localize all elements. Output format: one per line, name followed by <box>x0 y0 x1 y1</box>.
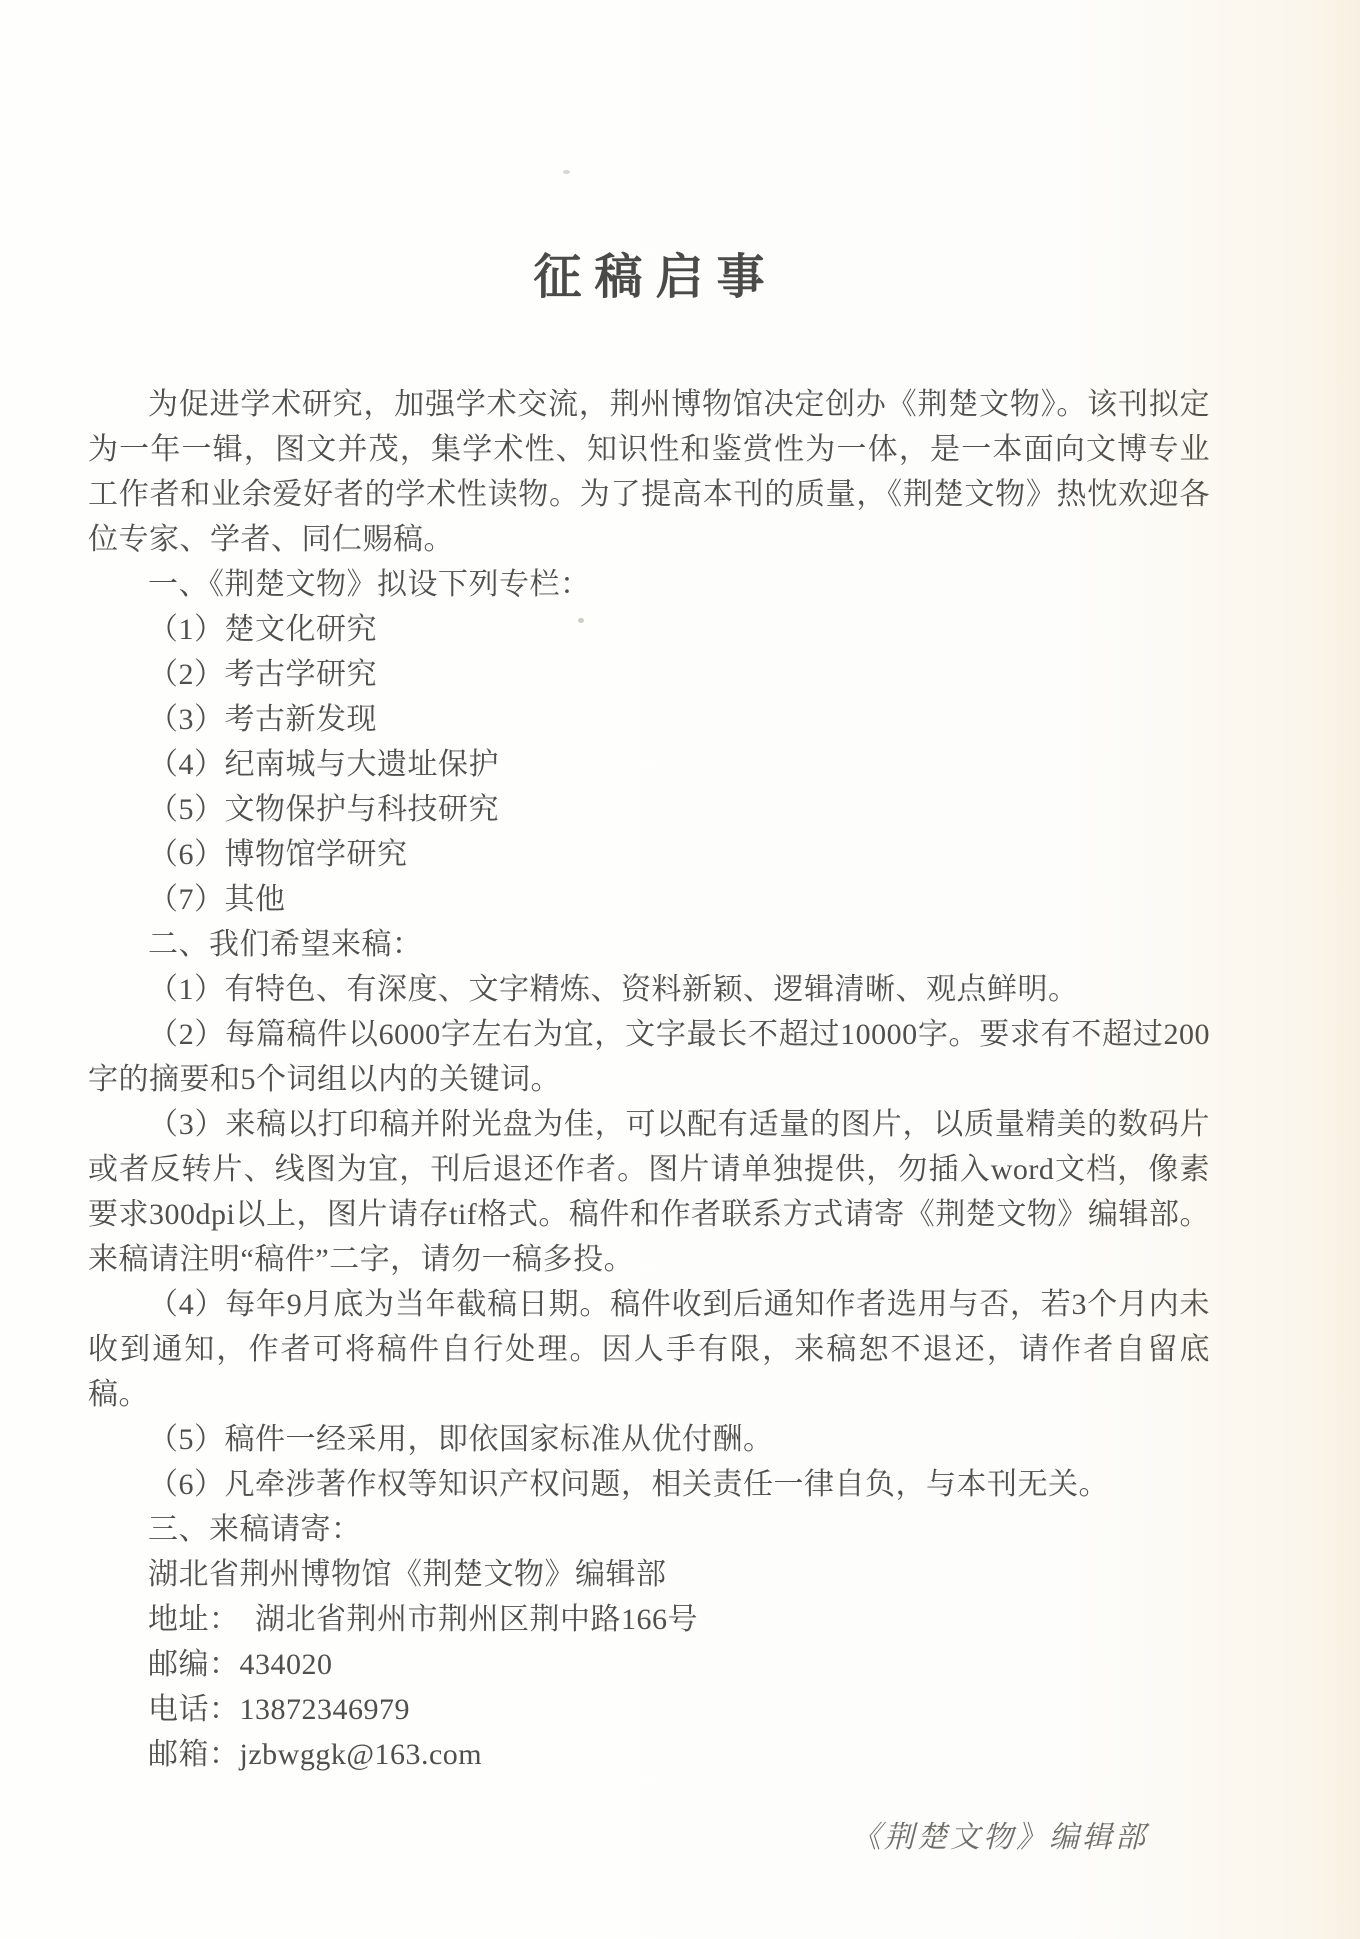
column-item-7: （7）其他 <box>148 883 286 916</box>
section-contact-heading: 三、来稿请寄： <box>148 1513 362 1546</box>
document-content <box>88 0 1210 1855</box>
section-requirements-heading: 二、我们希望来稿： <box>148 928 423 961</box>
scan-speck <box>578 618 584 623</box>
contact-line-email: 邮箱：jzbwggk@163.com <box>148 1738 483 1771</box>
requirement-item-2: （2）每篇稿件以6000字左右为宜，文字最长不超过10000字。要求有不超过200字的摘要和5个词组以内的关键词。 <box>88 1018 1210 1096</box>
page-title: 征稿启事 <box>533 251 778 304</box>
requirement-item-4: （4）每年9月底为当年截稿日期。稿件收到后通知作者选用与否，若3个月内未收到通知，作者可将稿件自行处理。因人手有限，来稿恕不退还，请作者自留底稿。 <box>88 1288 1210 1411</box>
column-item-2: （2）考古学研究 <box>148 658 377 691</box>
column-item-6: （6）博物馆学研究 <box>148 838 408 871</box>
contact-line-phone: 电话：13872346979 <box>148 1693 410 1726</box>
contact-line-postcode: 邮编：434020 <box>148 1648 333 1681</box>
section-columns-heading: 一、《荆楚文物》拟设下列专栏： <box>148 568 591 601</box>
requirement-item-6: （6）凡牵涉著作权等知识产权问题，相关责任一律自负，与本刊无关。 <box>148 1468 1109 1501</box>
requirement-item-1: （1）有特色、有深度、文字精炼、资料新颖、逻辑清晰、观点鲜明。 <box>148 973 1079 1006</box>
intro-paragraph: 为促进学术研究，加强学术交流，荆州博物馆决定创办《荆楚文物》。该刊拟定为一年一辑，图文并茂，集学术性、知识性和鉴赏性为一体，是一本面向文博专业工作者和业余爱好者的学术性读物。为了提高本刊的质量，《荆楚文物》热忱欢迎各位专家、学者、同仁赐稿。 <box>88 388 1210 556</box>
requirement-item-5: （5）稿件一经采用，即依国家标准从优付酬。 <box>148 1423 774 1456</box>
column-item-5: （5）文物保护与科技研究 <box>148 793 499 826</box>
contact-line-editorial: 湖北省荆州博物馆《荆楚文物》编辑部 <box>148 1558 667 1591</box>
signature: 《荆楚文物》编辑部 <box>851 1821 1148 1854</box>
column-item-3: （3）考古新发现 <box>148 703 377 736</box>
document-body <box>88 382 1210 1855</box>
column-item-4: （4）纪南城与大遗址保护 <box>148 748 499 781</box>
scan-speck <box>563 170 570 174</box>
contact-line-address: 地址： 湖北省荆州市荆州区荆中路166号 <box>148 1603 698 1636</box>
requirement-item-3: （3）来稿以打印稿并附光盘为佳，可以配有适量的图片，以质量精美的数码片或者反转片、线图为宜，刊后退还作者。图片请单独提供，勿插入word文档，像素要求300dpi以上，图片请存tif格式。稿件和作者联系方式请寄《荆楚文物》编辑部。来稿请注明“稿件”二字，请勿一稿多投。 <box>88 1108 1210 1276</box>
column-item-1: （1）楚文化研究 <box>148 613 377 646</box>
